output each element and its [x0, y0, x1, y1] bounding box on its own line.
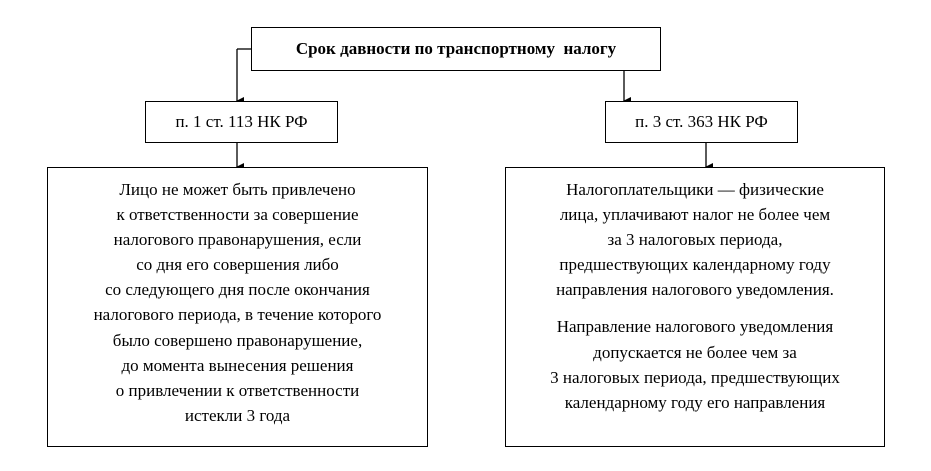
right-text-line: предшествующих календарному году — [559, 255, 831, 275]
right-text-line: лица, уплачивают налог не более чем — [559, 205, 831, 225]
left-text-line: было совершено правонарушение, — [112, 330, 363, 350]
right-reference-box — [605, 101, 798, 143]
left-text-line: истекли 3 года — [184, 405, 291, 425]
arrow-title-to-left-ref — [237, 49, 251, 101]
right-paragraph-2 — [506, 314, 884, 414]
right-text-line: направления налогового уведомления. — [556, 280, 834, 300]
right-text-line: 3 налоговых периода, предшествующих — [550, 367, 840, 387]
paragraph-spacer — [506, 302, 884, 314]
left-text-line: налогового периода, в течение которого — [93, 305, 382, 325]
left-reference-box — [145, 101, 338, 143]
left-text-line: о привлечении к ответственности — [115, 380, 360, 400]
left-text-line: к ответственности за совершение — [116, 205, 359, 225]
left-text-line: налогового правонарушения, если — [113, 230, 362, 250]
left-reference-label: п. 1 ст. 113 НК РФ — [175, 112, 308, 131]
right-text-line: за 3 налоговых периода, — [607, 230, 783, 250]
right-text-line: Направление налогового уведомления — [556, 317, 834, 337]
left-text-line: со дня его совершения либо — [136, 255, 339, 275]
diagram-title: Срок давности по транспортному налогу — [295, 39, 617, 58]
left-content-box — [47, 167, 428, 447]
left-text-line: Лицо не может быть привлечено — [119, 180, 356, 199]
right-text-line: календарному году его направления — [564, 392, 826, 412]
right-text-line: допускается не более чем за — [593, 342, 797, 362]
right-paragraph-1 — [506, 177, 884, 302]
diagram-title-box — [251, 27, 661, 71]
right-content-box — [505, 167, 885, 447]
left-text-line: до момента вынесения решения — [121, 355, 354, 375]
left-text-line: со следующего дня после окончания — [105, 280, 370, 300]
right-reference-label: п. 3 ст. 363 НК РФ — [635, 112, 768, 131]
right-text-line: Налогоплательщики — физические — [566, 180, 824, 199]
